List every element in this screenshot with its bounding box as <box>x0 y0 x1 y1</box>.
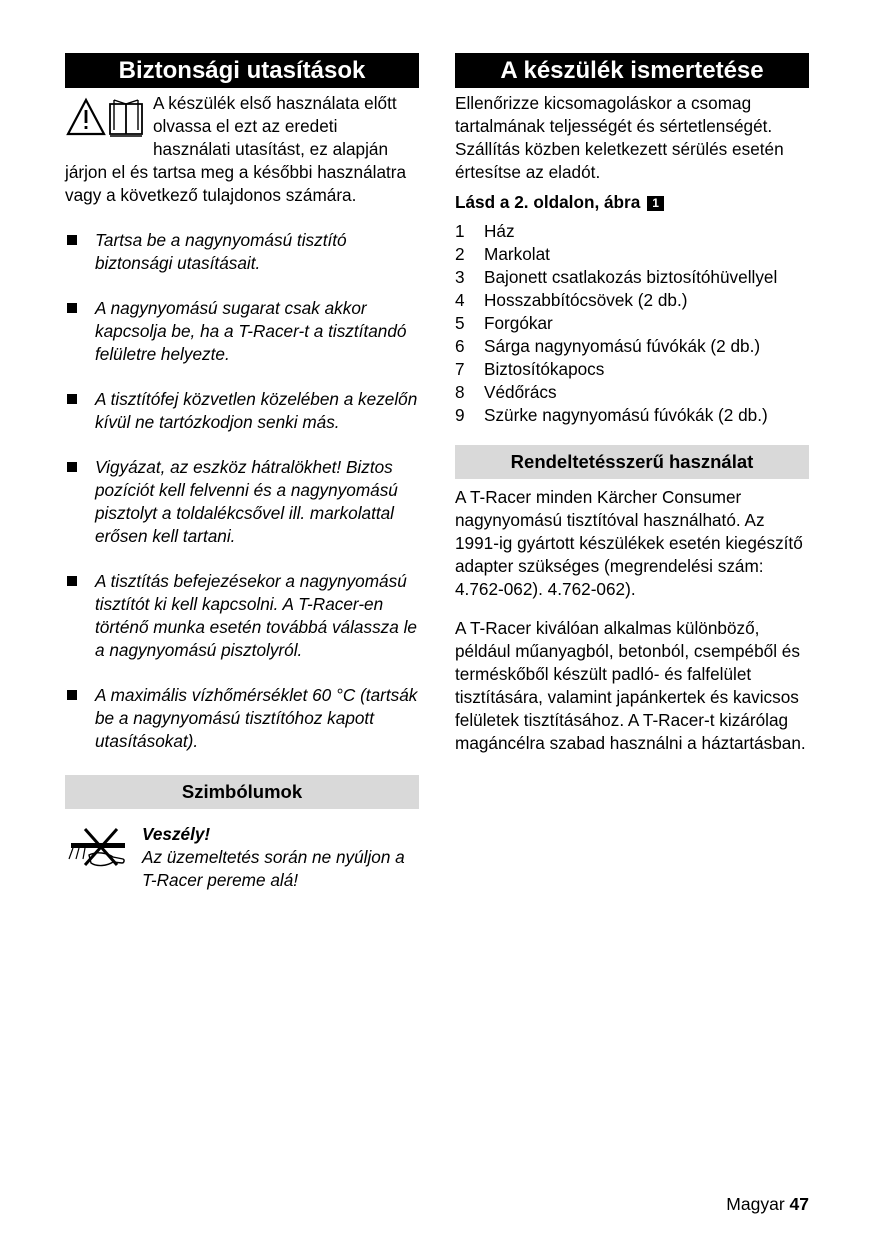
no-hand-under-edge-icon <box>67 825 131 871</box>
right-column <box>455 53 809 755</box>
list-item: Tartsa be a nagynyomású tisztító biztonsági utasításait. <box>65 229 419 275</box>
safety-list <box>65 229 419 753</box>
list-item: A tisztítófej közvetlen közelében a kezelőn kívül ne tartózkodjon senki más. <box>65 388 419 434</box>
list-item: A tisztítás befejezésekor a nagynyomású tisztítót ki kell kapcsolni. A T-Racer-en történő munka esetén továbbá válassza le a nagynyomású pisztolyról. <box>65 570 419 662</box>
safety-heading: Biztonsági utasítások <box>65 53 419 88</box>
bullet-square-icon <box>67 462 77 472</box>
bullet-square-icon <box>67 235 77 245</box>
list-item: 1 Ház <box>455 221 515 241</box>
figure-number-badge: 1 <box>647 196 664 211</box>
intended-use-heading: Rendeltetésszerű használat <box>455 445 809 479</box>
list-item: A maximális vízhőmérséklet 60 °C (tartsák be a nagynyomású tisztítóhoz kapott utasításokat). <box>65 684 419 753</box>
list-item: 2 Markolat <box>455 244 550 264</box>
page-number: 47 <box>789 1194 809 1214</box>
intended-use-paragraph-2: A T-Racer kiválóan alkalmas különböző, például műanyagból, betonból, csempéből és terméskőből készült padló- és falfelület tisztítására, valamint japánkertek és kavicsos felületek tisztításához. A T-Racer-t kizárólag magáncélra szabad használni a háztartásban. <box>455 618 806 753</box>
list-item: Vigyázat, az eszköz hátralökhet! Biztos pozíciót kell felvenni és a nagynyomású pisztolyt a toldalékcsővel ill. markolattal erősen kell tartani. <box>65 456 419 548</box>
list-item: 7 Biztosítókapocs <box>455 359 605 379</box>
list-item: 3 Bajonett csatlakozás biztosítóhüvellyel <box>455 267 778 287</box>
intended-use-paragraph-1: A T-Racer minden Kärcher Consumer nagynyomású tisztítóval használható. Az 1991-ig gyártott készülékek esetén kiegészítő adapter szükséges (megrendelési szám: 4.762-062). 4.762-062). <box>455 487 803 599</box>
safety-intro <box>65 92 419 207</box>
left-column <box>65 53 419 893</box>
danger-symbol-block <box>65 823 419 893</box>
page-footer <box>726 1193 809 1216</box>
list-item: 5 Forgókar <box>455 313 553 333</box>
danger-text: Az üzemeltetés során ne nyúljon a T-Racer pereme alá! <box>142 847 405 890</box>
danger-title: Veszély! <box>142 824 211 844</box>
figure-reference: Lásd a 2. oldalon, ábra 1 <box>455 191 809 214</box>
list-item: 6 Sárga nagynyomású fúvókák (2 db.) <box>455 336 761 356</box>
bullet-square-icon <box>67 690 77 700</box>
parts-list <box>455 220 809 427</box>
bullet-square-icon <box>67 394 77 404</box>
list-item: 8 Védőrács <box>455 382 557 402</box>
bullet-square-icon <box>67 303 77 313</box>
device-description-heading: A készülék ismertetése <box>455 53 809 88</box>
symbols-heading: Szimbólumok <box>65 775 419 809</box>
warning-manual-icon <box>65 94 147 140</box>
list-item: 9 Szürke nagynyomású fúvókák (2 db.) <box>455 405 768 425</box>
footer-language: Magyar <box>726 1194 785 1214</box>
device-intro-text: Ellenőrizze kicsomagoláskor a csomag tartalmának teljességét és sértetlenségét. Szállítás közben keletkezett sérülés esetén értesítse az eladót. <box>455 93 784 182</box>
list-item: A nagynyomású sugarat csak akkor kapcsolja be, ha a T-Racer-t a tisztítandó felületre helyezte. <box>65 297 419 366</box>
list-item: 4 Hosszabbítócsövek (2 db.) <box>455 290 688 310</box>
safety-intro-text: A készülék első használata előtt olvassa el ezt az eredeti használati utasítást, ez alapján járjon el és tartsa meg a későbbi használatra vagy a következő tulajdonos számára. <box>65 93 407 205</box>
bullet-square-icon <box>67 576 77 586</box>
